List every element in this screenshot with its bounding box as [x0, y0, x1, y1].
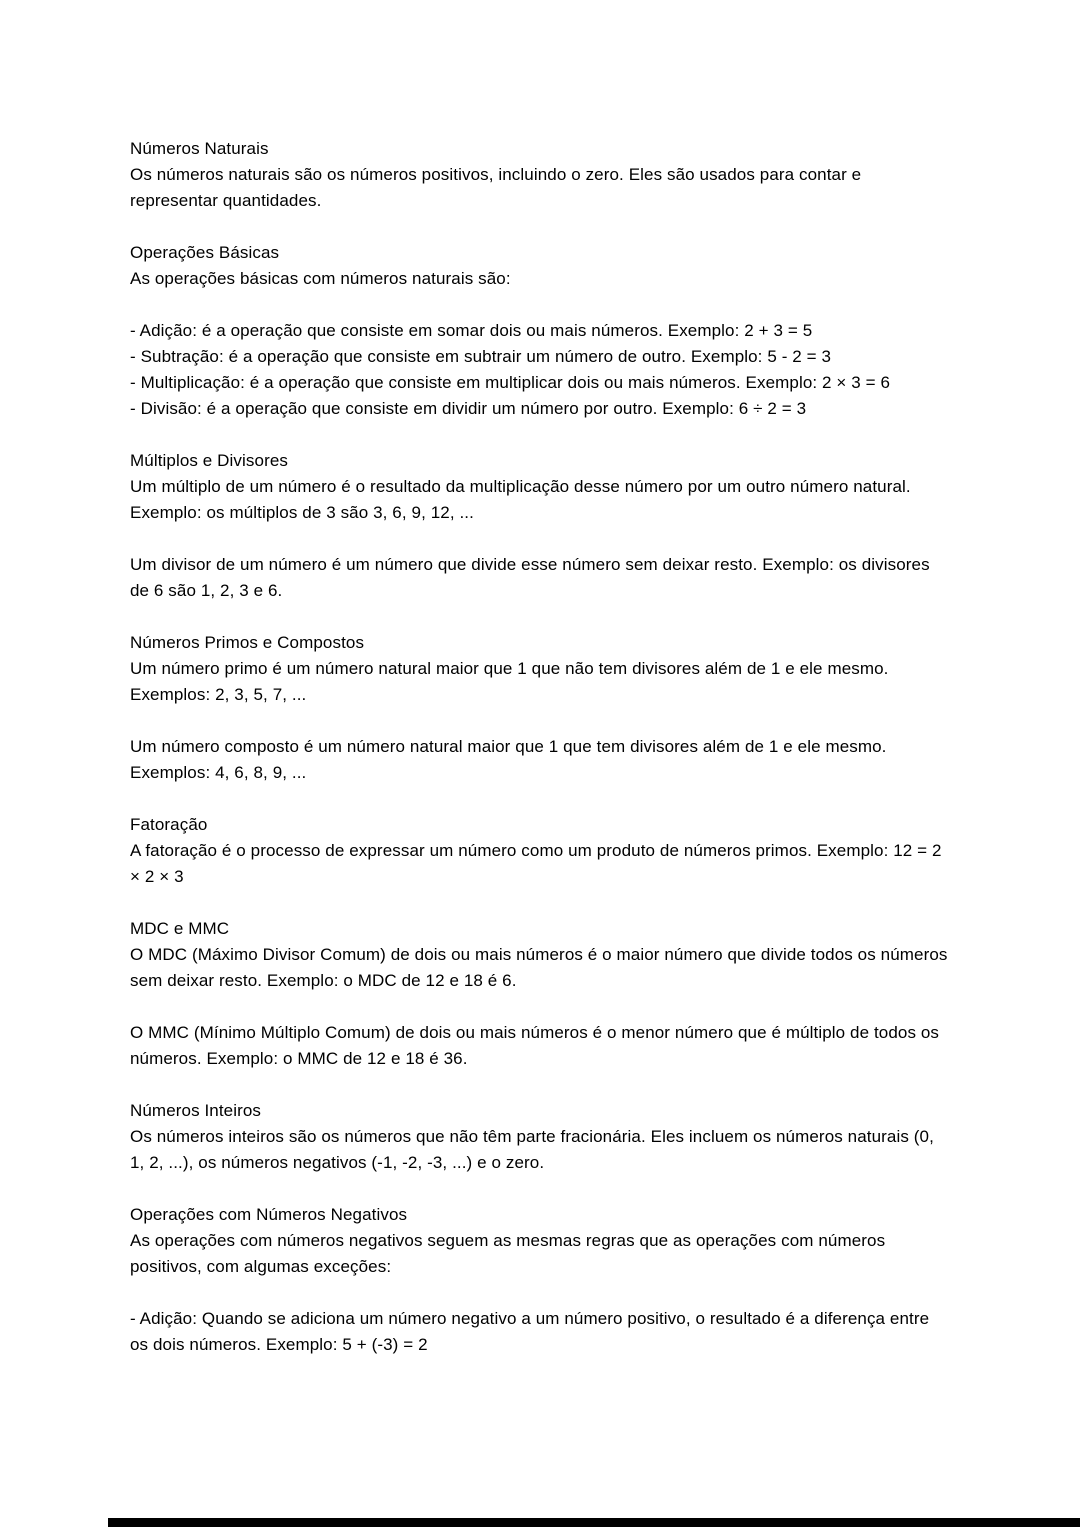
- paragraph: O MDC (Máximo Divisor Comum) de dois ou mais números é o maior número que divide todos os números sem deixar resto. Exemplo: o MDC de 12 e 18 é 6.: [130, 945, 948, 990]
- bottom-partial-element: [108, 1518, 1080, 1527]
- paragraph: Um número composto é um número natural maior que 1 que tem divisores além de 1 e ele mesmo. Exemplos: 4, 6, 8, 9, ...: [130, 737, 887, 782]
- paragraph: As operações básicas com números naturais são:: [130, 269, 511, 288]
- section-heading: Operações Básicas: [130, 243, 280, 262]
- paragraph: Um número primo é um número natural maior que 1 que não tem divisores além de 1 e ele mesmo. Exemplos: 2, 3, 5, 7, ...: [130, 659, 889, 704]
- paragraph: As operações com números negativos seguem as mesmas regras que as operações com números positivos, com algumas exceções:: [130, 1231, 886, 1276]
- operations-list: [130, 318, 952, 422]
- text-content: [130, 136, 952, 1358]
- section-numeros-naturais: [130, 136, 952, 214]
- paragraph: A fatoração é o processo de expressar um número como um produto de números primos. Exemplo: 12 = 2 × 2 × 3: [130, 841, 942, 886]
- section-heading: Múltiplos e Divisores: [130, 451, 288, 470]
- paragraph: O MMC (Mínimo Múltiplo Comum) de dois ou mais números é o menor número que é múltiplo de todos os números. Exemplo: o MMC de 12 e 18 é 36.: [130, 1023, 940, 1068]
- list-item: - Adição: é a operação que consiste em somar dois ou mais números. Exemplo: 2 + 3 = 5: [130, 321, 813, 340]
- section-heading: Números Naturais: [130, 139, 269, 158]
- paragraph: Os números inteiros são os números que não têm parte fracionária. Eles incluem os números naturais (0, 1, 2, ...), os números negativos (-1, -2, -3, ...) e o zero.: [130, 1127, 934, 1172]
- section-operacoes-negativos: [130, 1202, 952, 1358]
- paragraph: Um múltiplo de um número é o resultado da multiplicação desse número por um outro número natural. Exemplo: os múltiplos de 3 são 3, 6, 9, 12, ...: [130, 477, 911, 522]
- section-operacoes-basicas: [130, 240, 952, 422]
- paragraph: Um divisor de um número é um número que divide esse número sem deixar resto. Exemplo: os divisores de 6 são 1, 2, 3 e 6.: [130, 555, 930, 600]
- section-heading: MDC e MMC: [130, 919, 230, 938]
- list-item: - Multiplicação: é a operação que consiste em multiplicar dois ou mais números. Exemplo: 2 × 3 = 6: [130, 373, 891, 392]
- section-heading: Números Inteiros: [130, 1101, 262, 1120]
- section-multiplos-divisores: [130, 448, 952, 604]
- operations-list: [130, 1306, 952, 1358]
- section-mdc-mmc: [130, 916, 952, 1072]
- list-item: - Subtração: é a operação que consiste em subtrair um número de outro. Exemplo: 5 - 2 = 3: [130, 347, 832, 366]
- section-numeros-inteiros: [130, 1098, 952, 1176]
- section-heading: Fatoração: [130, 815, 208, 834]
- section-heading: Números Primos e Compostos: [130, 633, 365, 652]
- list-item: - Divisão: é a operação que consiste em dividir um número por outro. Exemplo: 6 ÷ 2 = 3: [130, 399, 807, 418]
- paragraph: Os números naturais são os números positivos, incluindo o zero. Eles são usados para contar e representar quantidades.: [130, 165, 862, 210]
- section-heading: Operações com Números Negativos: [130, 1205, 408, 1224]
- section-fatoracao: [130, 812, 952, 890]
- section-primos-compostos: [130, 630, 952, 786]
- list-item: - Adição: Quando se adiciona um número negativo a um número positivo, o resultado é a diferença entre os dois números. Exemplo: 5 + (-3) = 2: [130, 1309, 930, 1354]
